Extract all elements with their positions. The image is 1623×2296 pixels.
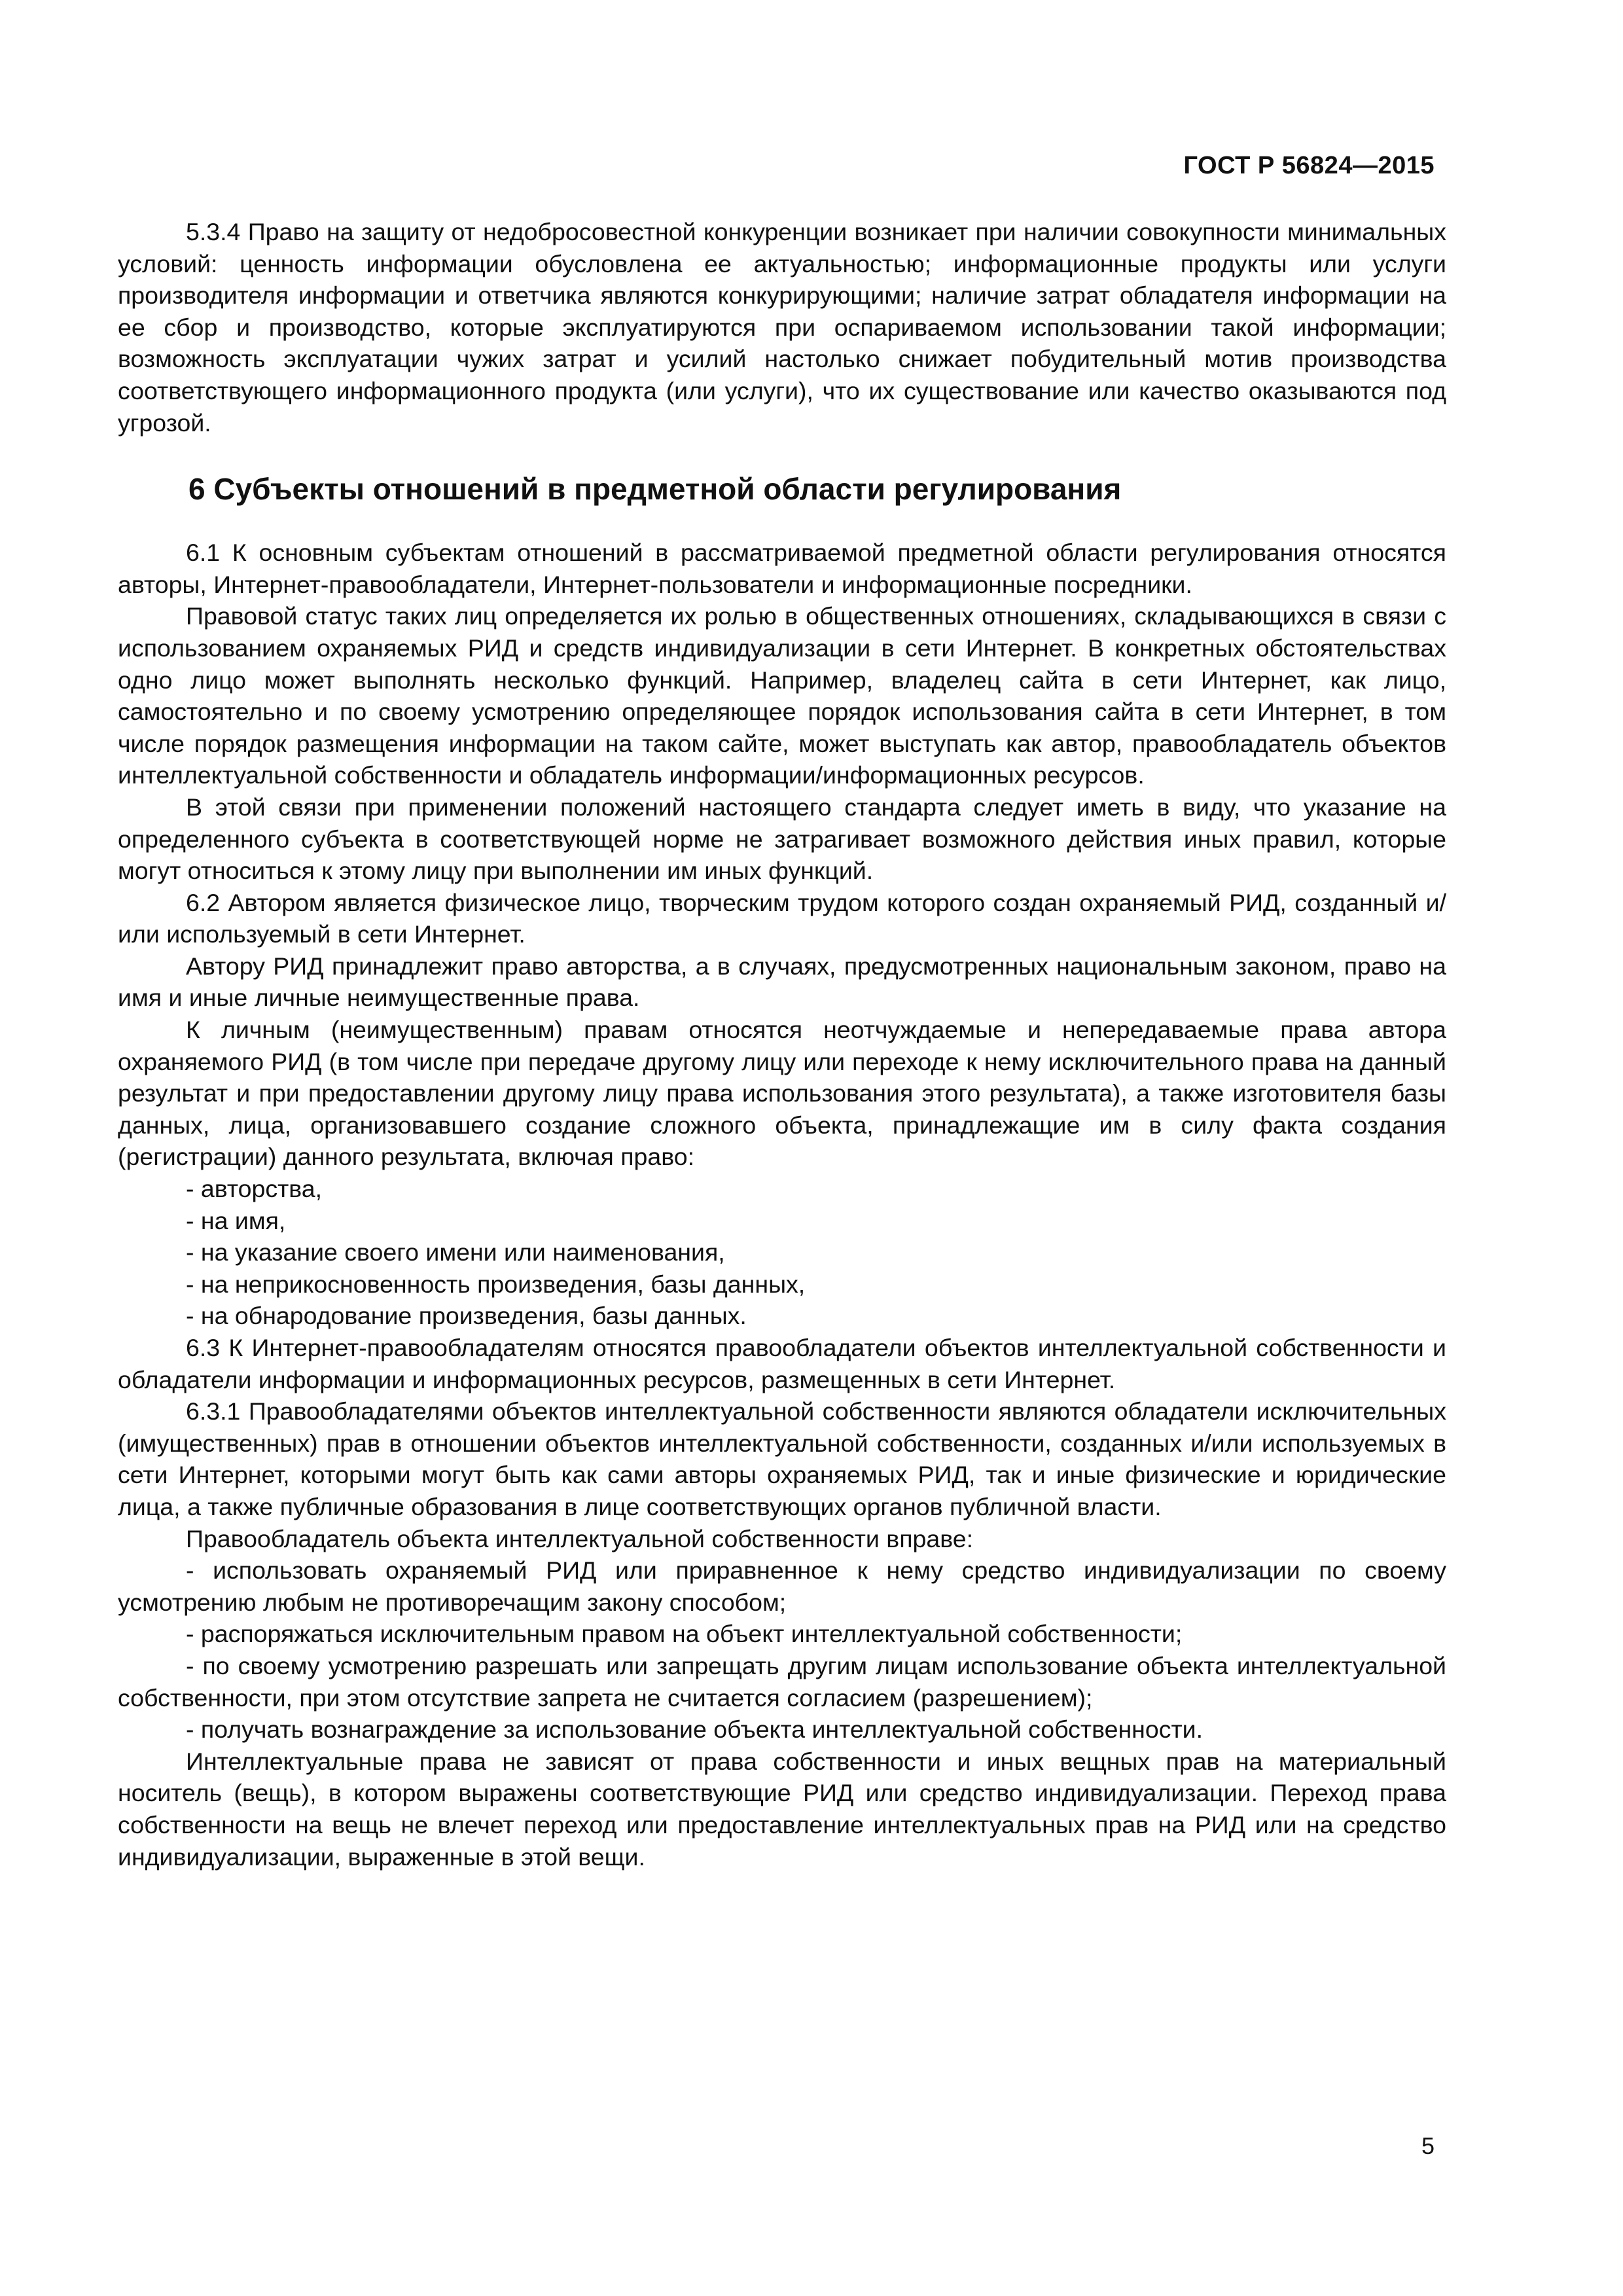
list-item: - на указание своего имени или наименования,	[186, 1238, 725, 1266]
list-item: - распоряжаться исключительным правом на объект интеллектуальной собственности;	[186, 1620, 1183, 1648]
paragraph-6-3-1: 6.3.1 Правообладателями объектов интеллектуальной собственности являются обладатели исключительных (имущественных) прав в отношении объектов интеллектуальной собственности, созданных и/или используемых в сети Интернет, которыми могут быть как сами авторы охраняемых РИД, так и иные физические и юридические лица, а также публичные образования в лице соответствующих органов публичной власти.	[118, 1397, 1446, 1520]
document-body	[118, 216, 1446, 1873]
personal-rights-list	[118, 1173, 1446, 1332]
list-item: - авторства,	[186, 1175, 323, 1203]
paragraph-legal-status: Правовой статус таких лиц определяется их ролью в общественных отношениях, складывающихся в связи с использованием охраняемых РИД и средств индивидуализации в сети Интернет. В конкретных обстоятельствах одно лицо может выполнять несколько функций. Например, владелец сайта в сети Интернет, как лицо, самостоятельно и по своему усмотрению определяющее порядок использования сайта в сети Интернет, в том числе порядок размещения информации на таком сайте, может выступать как автор, правообладатель объектов интеллектуальной собственности и обладатель информации/информационных ресурсов.	[118, 602, 1446, 789]
list-item: - на имя,	[186, 1206, 286, 1234]
list-item: - использовать охраняемый РИД или приравненное к нему средство индивидуализации по своему усмотрению любым не противоречащим закону способом;	[118, 1556, 1446, 1616]
section-6-heading: 6 Субъекты отношений в предметной области регулирования	[188, 472, 1122, 507]
paragraph-intellectual-rights: Интеллектуальные права не зависят от права собственности и иных вещных прав на материальный носитель (вещь), в котором выражены соответствующие РИД или средство индивидуализации. Переход права собственности на вещь не влечет переход или предоставление интеллектуальных прав на РИД или на средство индивидуализации, выраженные в этой вещи.	[118, 1747, 1446, 1871]
holder-rights-list	[118, 1554, 1446, 1746]
paragraph-personal-rights: К личным (неимущественным) правам относятся неотчуждаемые и непередаваемые права автора охраняемого РИД (в том числе при передаче другому лицу или переходе к нему исключительного права на данный результат и при предоставлении другому лицу права использования этого результата), а также изготовителя базы данных, лица, организовавшего создание сложного объекта, принадлежащие им в силу факта создания (регистрации) данного результата, включая право:	[118, 1016, 1446, 1171]
paragraph-5-3-4: 5.3.4 Право на защиту от недобросовестной конкуренции возникает при наличии совокупности минимальных условий: ценность информации обусловлена ее актуальностью; информационные продукты или услуги производителя информации и ответчика являются конкурирующими; наличие затрат обладателя информации на ее сбор и производство, которые эксплуатируются при оспариваемом использовании такой информации; возможность эксплуатации чужих затрат и усилий настолько снижает побудительный мотив производства соответствующего информационного продукта (или услуги), что их существование или качество оказываются под угрозой.	[118, 218, 1446, 437]
paragraph-6-3: 6.3 К Интернет-правообладателям относятся правообладатели объектов интеллектуальной собственности и обладатели информации и информационных ресурсов, размещенных в сети Интернет.	[118, 1334, 1446, 1393]
list-item: - на обнародование произведения, базы данных.	[186, 1302, 747, 1330]
list-item: - на неприкосновенность произведения, базы данных,	[186, 1270, 806, 1298]
paragraph-author-rights: Автору РИД принадлежит право авторства, а в случаях, предусмотренных национальным законом, право на имя и иные личные неимущественные права.	[118, 952, 1446, 1012]
paragraph-holder-entitled: Правообладатель объекта интеллектуальной собственности вправе:	[186, 1524, 974, 1552]
page-number: 5	[1421, 2132, 1435, 2159]
document-code-header: ГОСТ Р 56824—2015	[1183, 152, 1435, 179]
paragraph-6-1: 6.1 К основным субъектам отношений в рассматриваемой предметной области регулирования относятся авторы, Интернет-правообладатели, Интернет-пользователи и информационные посредники.	[118, 539, 1446, 598]
paragraph-6-2: 6.2 Автором является физическое лицо, творческим трудом которого создан охраняемый РИД, созданный и/или используемый в сети Интернет.	[118, 888, 1446, 948]
list-item: - по своему усмотрению разрешать или запрещать другим лицам использование объекта интеллектуальной собственности, при этом отсутствие запрета не считается согласием (разрешением);	[118, 1651, 1446, 1712]
paragraph-in-this-connection: В этой связи при применении положений настоящего стандарта следует иметь в виду, что указание на определенного субъекта в соответствующей норме не затрагивает возможного действия иных правил, которые могут относиться к этому лицу при выполнении им иных функций.	[118, 793, 1446, 885]
list-item: - получать вознаграждение за использование объекта интеллектуальной собственности.	[186, 1715, 1204, 1744]
